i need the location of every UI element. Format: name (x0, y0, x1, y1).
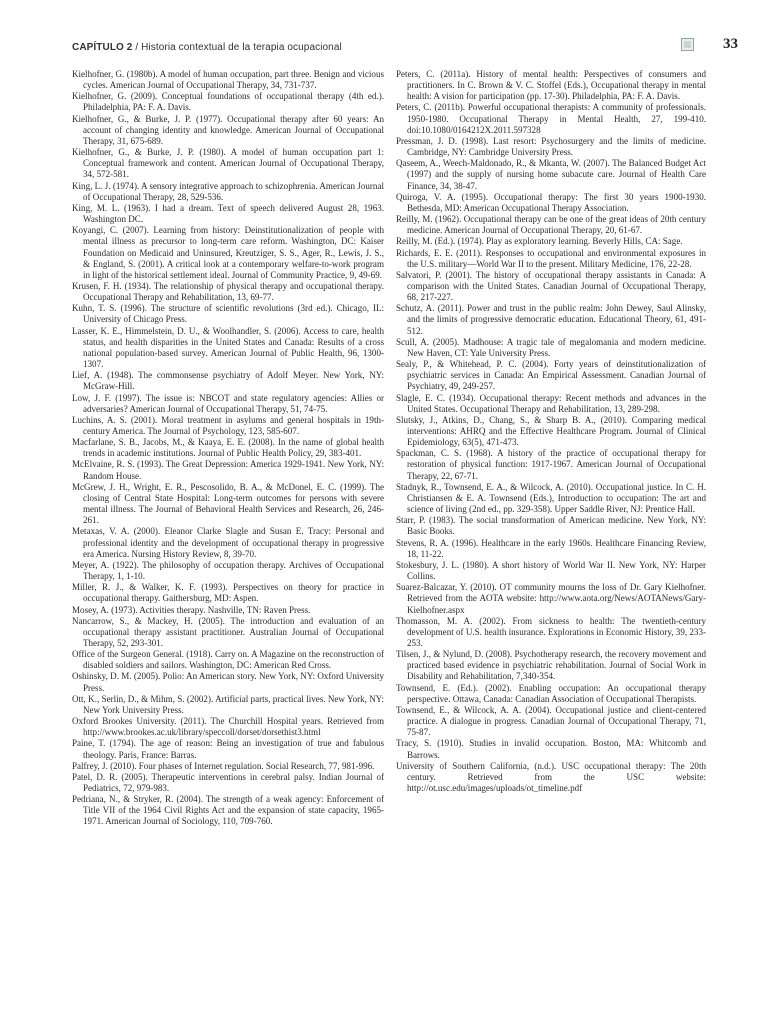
reference-item: University of Southern California, (n.d.). USC occupational therapy: The 20th century. Retrieved from the USC website: http://ot.usc.edu/images/uploads/ot_timeline.pdf (396, 760, 706, 793)
reference-item: Quiroga, V. A. (1995). Occupational therapy: The first 30 years 1900-1930. Bethesda, MD: American Occupational Therapy Association. (396, 191, 706, 213)
reference-item: Starr, P. (1983). The social transformation of American medicine. New York, NY: Basic Books. (396, 515, 706, 537)
reference-item: Suarez-Balcazar, Y. (2010). OT community mourns the loss of Dr. Gary Kielhofner. Retrieved from the AOTA website: http://www.aota.org/News/AOTANews/Gary-Kielhofner.aspx (396, 582, 706, 615)
reference-item: Stokesbury, J. L. (1980). A short history of World War II. New York, NY: Harper Collins. (396, 559, 706, 582)
reference-item: Oshinsky, D. M. (2005). Polio: An American story. New York, NY: Oxford University Press. (72, 671, 384, 693)
reference-item: Thomasson, M. A. (2002). From sickness to health: The twentieth-century development of U.S. health insurance. Explorations in Economic History, 39, 233-253. (396, 615, 706, 648)
reference-item: Kielhofner, G. (1980b). A model of human occupation, part three. Benign and vicious cycles. American Journal of Occupational Therapy, 34, 731-737. (72, 69, 384, 91)
reference-item: Nancarrow, S., & Mackey, H. (2005). The introduction and evaluation of an occupational therapy assistant practitioner. Australian Journal of Occupational Therapy, 52, 293-301. (72, 615, 384, 648)
reference-item: Tracy, S. (1910). Studies in invalid occupation. Boston, MA: Whitcomb and Barrows. (396, 738, 706, 760)
reference-item: Stadnyk, R., Townsend, E. A., & Wilcock, A. (2010). Occupational justice. In C. H. Christiansen & E. A. Townsend (Eds.), Introduction to occupation: The art and science of living (2nd ed., pp. 329-358). Upper Saddle River, NJ: Prentice Hall. (396, 481, 706, 515)
chapter-marker-icon (681, 38, 694, 51)
reference-item: Salvatori, P. (2001). The history of occupational therapy assistants in Canada: A comparison with the United States. Canadian Journal of Occupational Therapy, 68, 217-227. (396, 269, 706, 303)
references-left-column (72, 69, 384, 828)
reference-item: Metaxas, V. A. (2000). Eleanor Clarke Slagle and Susan E. Tracy: Personal and professional identity and the development of occupational therapy in progressive era America. Nursing History Review, 8, 39-70. (72, 526, 384, 559)
references-right-column (396, 69, 706, 794)
reference-item: King, M. L. (1963). I had a dream. Text of speech delivered August 28, 1963. Washington DC. (72, 202, 384, 225)
reference-item: Ott, K., Serlin, D., & Mihm, S. (2002). Artificial parts, practical lives. New York, NY: New York University Press. (72, 693, 384, 715)
reference-item: Qaseem, A., Weech-Maldonado, R., & Mkanta, W. (2007). The Balanced Budget Act (1997) and the supply of nursing home subacute care. Journal of Health Care Finance, 34, 38-47. (396, 158, 706, 191)
reference-item: Reilly, M. (1962). Occupational therapy can be one of the great ideas of 20th century medicine. American Journal of Occupational Therapy, 20, 61-67. (396, 214, 706, 236)
reference-item: Sealy, P., & Whitehead, P. C. (2004). Forty years of deinstitutionalization of psychiatric services in Canada: An Empirical Assessment. Canadian Journal of Psychiatry, 49, 249-257. (396, 359, 706, 392)
reference-item: Lief, A. (1948). The commonsense psychiatry of Adolf Meyer. New York, NY: McGraw-Hill. (72, 370, 384, 392)
reference-item: McGrew, J. H., Wright, E. R., Pescosolido, B. A., & McDonel, E. C. (1999). The closing of Central State Hospital: Long-term outcomes for persons with severe mental illness. The Journal of Behavioral Health Services and Research, 26, 246-261. (72, 481, 384, 526)
reference-item: Richards, E. E. (2011). Responses to occupational and environmental exposures in the U.S. military—World War II to the present. Military Medicine, 176, 22-28. (396, 247, 706, 269)
reference-item: Townsend, E. (Ed.). (2002). Enabling occupation: An occupational therapy perspective. Ottawa, Canada: Canadian Association of Occupational Therapists. (396, 682, 706, 704)
reference-item: Tilsen, J., & Nylund, D. (2008). Psychotherapy research, the recovery movement and practiced based evidence in psychiatric rehabilitation. Journal of Social Work in Disability and Rehabilitation, 7,340-354. (396, 649, 706, 682)
reference-item: Kuhn, T. S. (1996). The structure of scientific revolutions (3rd ed.). Chicago, IL: University of Chicago Press. (72, 303, 384, 325)
reference-item: Mosey, A. (1973). Activities therapy. Nashville, TN: Raven Press. (72, 604, 311, 615)
reference-item: Peters, C. (2011b). Powerful occupational therapists: A community of professionals. 1950-1980. Occupational Therapy in Mental Health, 27, 199-410. doi:10.1080/0164212X.2011.597328 (396, 102, 706, 135)
reference-item: Stevens, R. A. (1996). Healthcare in the early 1960s. Healthcare Financing Review, 18, 11-22. (396, 537, 706, 559)
reference-item: Paine, T. (1794). The age of reason: Being an investigation of true and fabulous theology. Paris, France: Barras. (72, 738, 384, 760)
reference-item: Macfarlane, S. B., Jacobs, M., & Kaaya, E. E. (2008). In the name of global health trends in academic institutions. Journal of Public Health Policy, 29, 383-401. (72, 437, 384, 459)
reference-item: Kielhofner, G. (2009). Conceptual foundations of occupational therapy (4th ed.). Philadelphia, PA: F. A. Davis. (72, 91, 384, 113)
chapter-title: / Historia contextual de la terapia ocupacional (135, 42, 342, 53)
page-header (72, 38, 738, 58)
reference-item: Kielhofner, G., & Burke, J. P. (1977). Occupational therapy after 60 years: An account of changing identity and knowledge. American Journal of Occupational Therapy, 31, 675-689. (72, 113, 384, 146)
reference-item: Spackman, C. S. (1968). A history of the practice of occupational therapy for restoration of physical function: 1917-1967. American Journal of Occupational Therapy, 22, 67-71. (396, 448, 706, 481)
reference-item: Pedriana, N., & Stryker, R. (2004). The strength of a weak agency: Enforcement of Title VII of the 1964 Civil Rights Act and the expansion of state capacity, 1965-1971. American Journal of Sociology, 110, 709-760. (72, 794, 384, 827)
reference-item: Schutz, A. (2011). Power and trust in the public realm: John Dewey, Saul Alinsky, and the limits of progressive democratic education. Educational Theory, 61, 491-512. (396, 303, 706, 336)
reference-item: Krusen, F. H. (1934). The relationship of physical therapy and occupational therapy. Occupational Therapy and Rehabilitation, 13, 69-77. (72, 280, 384, 303)
reference-item: Luchins, A. S. (2001). Moral treatment in asylums and general hospitals in 19th-century America. The Journal of Psychology, 123, 585-607. (72, 414, 384, 436)
running-head (72, 42, 342, 53)
reference-item: Pressman, J. D. (1998). Last resort: Psychosurgery and the limits of medicine. Cambridge, NY: Cambridge University Press. (396, 135, 706, 158)
reference-item: Patel, D. R. (2005). Therapeutic interventions in cerebral palsy. Indian Journal of Pediatrics, 72, 979-983. (72, 771, 384, 793)
reference-item: Miller, R. J., & Walker, K. F. (1993). Perspectives on theory for practice in occupational therapy. Gaithersburg, MD: Aspen. (72, 582, 384, 604)
reference-item: Oxford Brookes University. (2011). The Churchill Hospital years. Retrieved from http://www.brookes.ac.uk/library/speccoll/dorset/dorsethist3.html (72, 716, 384, 738)
reference-item: King, L. J. (1974). A sensory integrative approach to schizophrenia. American Journal of Occupational Therapy, 28, 529-536. (72, 180, 384, 202)
reference-item: Meyer, A. (1922). The philosophy of occupation therapy. Archives of Occupational Therapy, 1, 1-10. (72, 559, 384, 582)
reference-item: Palfrey, J. (2010). Four phases of Internet regulation. Social Research, 77, 981-996. (72, 760, 375, 771)
reference-item: Scull, A. (2005). Madhouse: A tragic tale of megalomania and modern medicine. New Haven, CT: Yale University Press. (396, 336, 706, 358)
reference-item: Slutsky, J., Atkins, D., Chang, S., & Sharp B. A., (2010). Comparing medical interventions: AHRQ and the Effective Healthcare Program. Journal of Clinical Epidemiology, 63(5), 471-473. (396, 414, 706, 448)
reference-item: Reilly, M. (Ed.). (1974). Play as exploratory learning. Beverly Hills, CA: Sage. (396, 236, 683, 247)
reference-item: Townsend, E., & Wilcock, A. A. (2004). Occupational justice and client-centered practice. A dialogue in progress. Canadian Journal of Occupational Therapy, 71, 75-87. (396, 704, 706, 738)
reference-item: Slagle, E. C. (1934). Occupational therapy: Recent methods and advances in the United States. Occupational Therapy and Rehabilitation, 13, 289-298. (396, 392, 706, 414)
reference-item: Office of the Surgeon General. (1918). Carry on. A Magazine on the reconstruction of disabled soldiers and sailors. Washington, DC: American Red Cross. (72, 649, 384, 671)
reference-item: Kielhofner, G., & Burke, J. P. (1980). A model of human occupation part 1: Conceptual framework and content. American Journal of Occupational Therapy, 34, 572-581. (72, 147, 384, 180)
reference-item: Koyangi, C. (2007). Learning from history: Deinstitutionalization of people with mental illness as precursor to long-term care reform. Washington, DC: Kaiser Foundation on Medicaid and Uninsured, Kreutziger, S. S., Ager, R., Lewis, J. S., & England, S. (2001). A critical look at a contemporary welfare-to-work program in light of the historical settlement ideal. Journal of Community Practice, 9, 49-69. (72, 225, 384, 280)
reference-item: Lasser, K. E., Himmelstein, D. U., & Woolhandler, S. (2006). Access to care, health status, and health disparities in the United States and Canada: Results of a cross national population-based survey. American Journal of Public Health, 96, 1300-1307. (72, 325, 384, 370)
page-number: 33 (723, 36, 738, 52)
reference-item: Low, J. F. (1997). The issue is: NBCOT and state regulatory agencies: Allies or adversaries? American Journal of Occupational Therapy, 51, 74-75. (72, 392, 384, 414)
reference-item: McElvaine, R. S. (1993). The Great Depression: America 1929-1941. New York, NY: Random House. (72, 459, 384, 481)
chapter-label: CAPÍTULO 2 (72, 42, 133, 53)
reference-item: Peters, C. (2011a). History of mental health: Perspectives of consumers and practitioners. In C. Brown & V. C. Stoffel (Eds.), Occupational therapy in mental health: A vision for participation (pp. 17-30). Philadelphia, PA: F. A. Davis. (396, 69, 706, 102)
